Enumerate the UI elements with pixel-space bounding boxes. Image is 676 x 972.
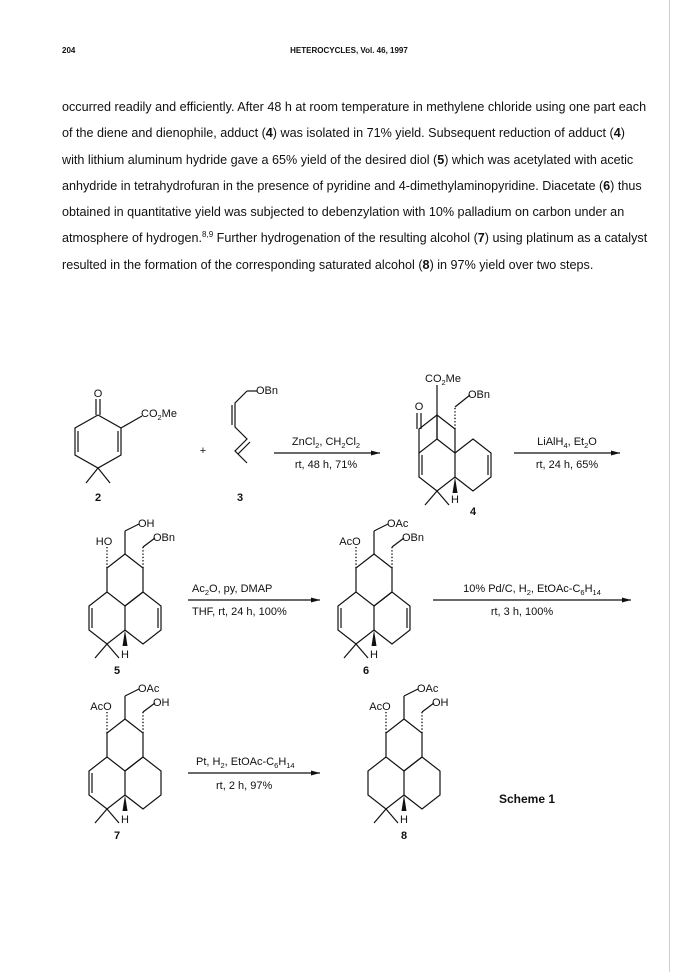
reaction-2-conditions: rt, 24 h, 65% [535, 459, 599, 471]
reaction-1-conditions: rt, 48 h, 71% [294, 459, 358, 471]
compound-number-8: 8 [400, 830, 408, 842]
compound-6-structure [338, 518, 424, 661]
svg-text:O: O [414, 401, 424, 413]
ester-label: $CO_2Me$ [425, 373, 461, 387]
plus-sign: + [199, 445, 207, 457]
scheme-label: Scheme 1 [498, 792, 556, 806]
svg-text:OAc: OAc [417, 683, 439, 695]
svg-text:OBn: OBn [153, 532, 176, 544]
svg-text:OAc: OAc [387, 518, 409, 530]
svg-text:AcO: AcO [90, 701, 112, 713]
compound-number-6: 6 [362, 665, 370, 677]
svg-text:OAc: OAc [138, 683, 160, 695]
compound-4-structure [415, 373, 491, 506]
running-header [62, 46, 636, 60]
compound-7-structure [89, 683, 170, 826]
compound-ref: 6 [603, 178, 611, 193]
compound-number-7: 7 [113, 830, 121, 842]
svg-text:H: H [451, 494, 459, 506]
svg-text:H: H [370, 649, 378, 661]
reaction-3-conditions: THF, rt, 24 h, 100% [192, 606, 287, 618]
page-number: 204 [62, 46, 76, 55]
svg-text:OH: OH [153, 697, 170, 709]
oxygen-label: O [93, 388, 103, 400]
compound-ref: 4 [265, 126, 273, 141]
ester-label: $CO_2Me$ [141, 408, 177, 422]
compound-5-structure [89, 518, 175, 661]
svg-text:HO: HO [95, 536, 113, 548]
compound-number-4: 4 [469, 506, 477, 518]
svg-text:OBn: OBn [402, 532, 425, 544]
svg-text:AcO: AcO [369, 701, 391, 713]
reaction-2-reagents: LiAlH$_4$, $Et_2O$ [537, 436, 597, 450]
svg-text:H: H [121, 649, 129, 661]
reaction-5-conditions: rt, 2 h, 97% [216, 780, 273, 792]
compound-number-2: 2 [94, 492, 102, 504]
compound-number-5: 5 [113, 665, 121, 677]
reaction-3-reagents: $Ac_2O$, py, DMAP [192, 583, 273, 597]
reaction-4-conditions: rt, 3 h, 100% [490, 606, 554, 618]
journal-title: HETEROCYCLES, Vol. 46, 1997 [290, 46, 408, 55]
reaction-5-reagents: Pt, $H_2$, EtOAc-$C_6H_{14}$ [196, 756, 295, 770]
obn-label: OBn [256, 385, 279, 397]
citation-refs: 8,9 [202, 230, 214, 240]
reaction-scheme [0, 355, 676, 875]
compound-2-structure [75, 388, 177, 483]
svg-text:OBn: OBn [468, 389, 491, 401]
compound-ref: 7 [477, 231, 485, 246]
reaction-4-reagents: 10% Pd/C, $H_2$, EtOAc-$C_6H_{14}$ [463, 583, 601, 597]
compound-ref: 8 [422, 257, 430, 272]
compound-3-structure [232, 385, 278, 463]
svg-text:H: H [121, 814, 129, 826]
svg-text:H: H [400, 814, 408, 826]
svg-text:OH: OH [138, 518, 155, 530]
compound-ref: 5 [437, 152, 445, 167]
svg-text:AcO: AcO [339, 536, 361, 548]
reaction-1-reagents: ZnCl$_2$, $CH_2Cl_2$ [291, 436, 361, 450]
compound-8-structure [368, 683, 449, 826]
body-paragraph: occurred readily and efficiently. After 48 h at room temperature in methylene chloride using one part each of the diene and dienophile, adduct (4) was isolated in 71% yield. Subsequent reduction of adduct (4) with lithium aluminum hydride gave a 65% yield of the desired diol (5) which was acetylated with acetic anhydride in tetrahydrofuran in the presence of pyridine and 4-dimethylaminopyridine. Diacetate (6) thus obtained in quantitative yield was subjected to debenzylation with 10% palladium on carbon under an atmosphere of hydrogen.$^{8,9}$ Further hydrogenation of the resulting alcohol (7) using platinum as a catalyst resulted in the formation of the corresponding saturated alcohol (8) in 97% yield over two steps. [62, 100, 648, 272]
compound-ref: 4 [613, 126, 621, 141]
svg-text:OH: OH [432, 697, 449, 709]
compound-number-3: 3 [236, 492, 244, 504]
